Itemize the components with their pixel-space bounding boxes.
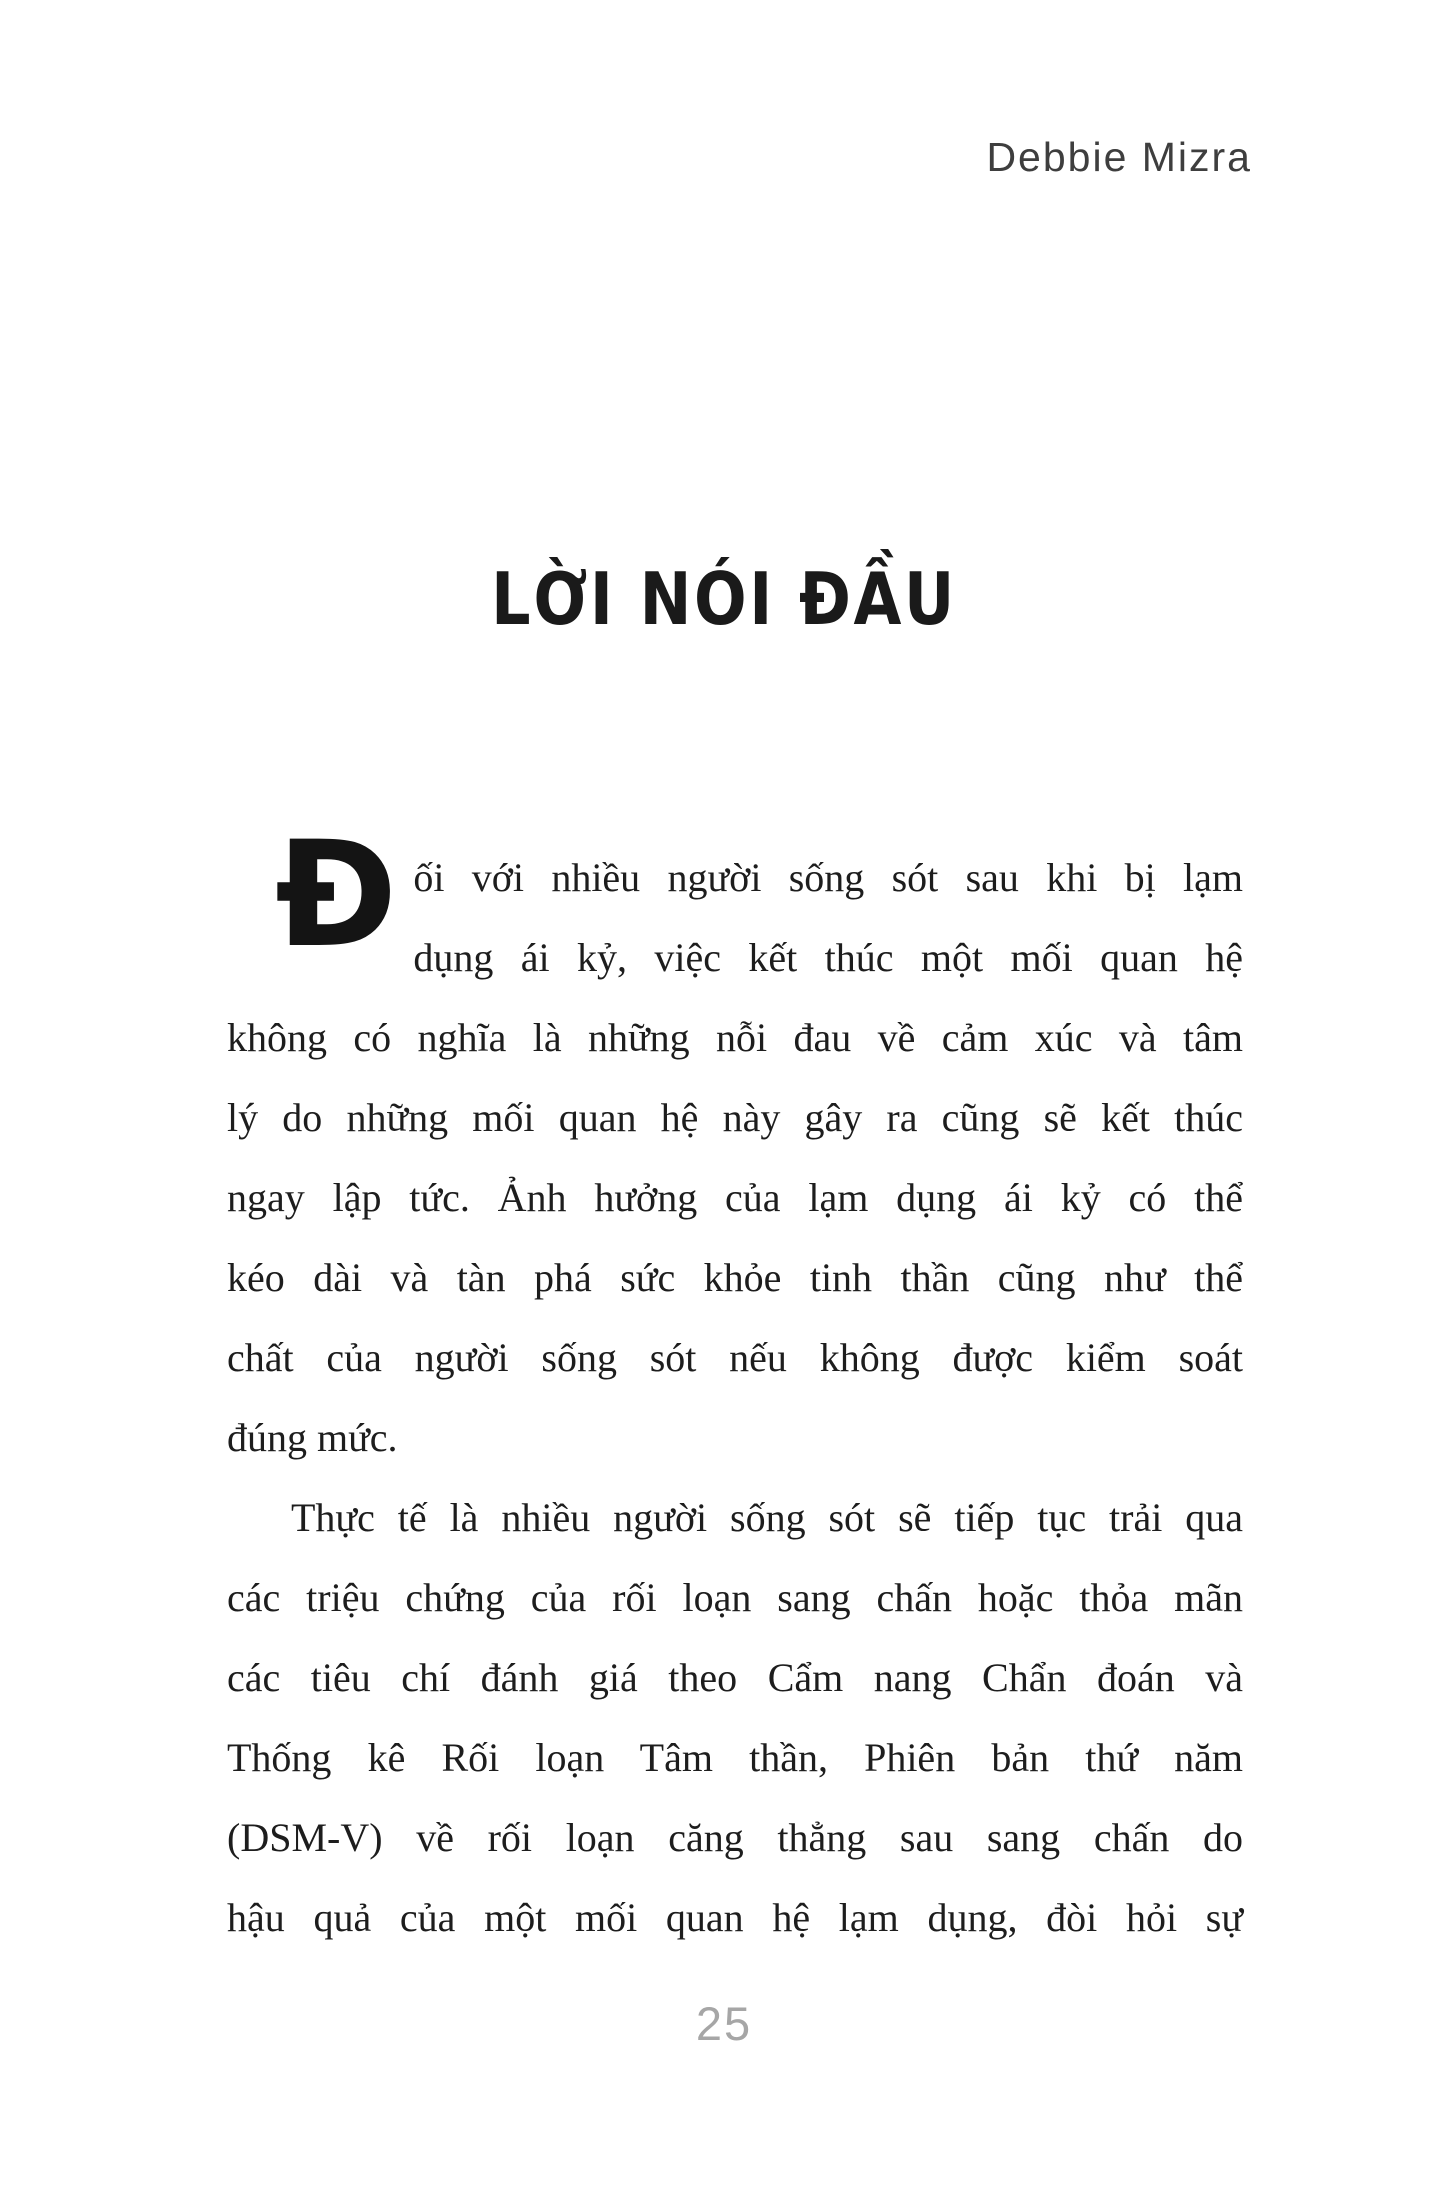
text-line: đúng mức. bbox=[227, 1415, 398, 1460]
text-line: các tiêu chí đánh giá theo Cẩm nang Chẩn đoán và bbox=[227, 1655, 1243, 1700]
running-header-author: Debbie Mizra bbox=[986, 134, 1252, 180]
paragraph-2 bbox=[227, 1478, 1243, 1958]
text-line: dụng ái kỷ, việc kết thúc một mối quan hệ bbox=[413, 935, 1243, 980]
text-line: hậu quả của một mối quan hệ lạm dụng, đòi hỏi sự bbox=[227, 1895, 1243, 1940]
text-line: không có nghĩa là những nỗi đau về cảm xúc và tâm bbox=[227, 1015, 1243, 1060]
body-text bbox=[227, 810, 1243, 1958]
chapter-title: LỜI NÓI ĐẦU bbox=[491, 557, 957, 641]
drop-cap-letter: Đ bbox=[275, 810, 398, 980]
text-line: lý do những mối quan hệ này gây ra cũng sẽ kết thúc bbox=[227, 1095, 1243, 1140]
text-line: chất của người sống sót nếu không được kiểm soát bbox=[227, 1335, 1243, 1380]
text-line: (DSM-V) về rối loạn căng thẳng sau sang chấn do bbox=[227, 1815, 1243, 1860]
text-line: các triệu chứng của rối loạn sang chấn hoặc thỏa mãn bbox=[227, 1575, 1243, 1620]
paragraph-1 bbox=[227, 810, 1243, 1478]
text-line: Thống kê Rối loạn Tâm thần, Phiên bản thứ năm bbox=[227, 1735, 1243, 1780]
text-line: ngay lập tức. Ảnh hưởng của lạm dụng ái kỷ có thể bbox=[227, 1175, 1243, 1220]
text-line: Thực tế là nhiều người sống sót sẽ tiếp tục trải qua bbox=[291, 1495, 1243, 1540]
page-number: 25 bbox=[695, 1997, 753, 2050]
text-line: ối với nhiều người sống sót sau khi bị lạm bbox=[413, 855, 1243, 900]
text-line: kéo dài và tàn phá sức khỏe tinh thần cũng như thể bbox=[227, 1255, 1243, 1300]
